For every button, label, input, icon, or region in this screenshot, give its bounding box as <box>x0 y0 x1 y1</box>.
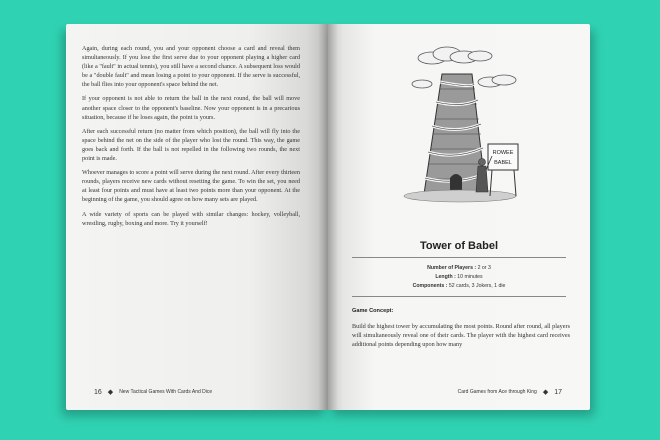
right-page <box>328 24 590 410</box>
left-page <box>66 24 328 410</box>
paragraph: If your opponent is not able to return the ball in the next round, the ball will move another space closer to the opponent's baseline. Now your opponent is in a precarious situation, because if he loses again, the point is yours. <box>82 95 300 121</box>
right-page-footer <box>458 388 562 396</box>
divider <box>352 257 566 258</box>
length-value: 10 minutes <box>455 273 483 280</box>
players-value: 2 or 3 <box>476 265 491 271</box>
diamond-icon: ◆ <box>107 389 114 396</box>
length-line <box>328 273 590 282</box>
page-number: 17 <box>554 388 562 396</box>
paragraph: After each successful return (no matter from which position), the ball will fly into the space behind the net on the side of the player who lost the round. This way, the game goes back and forth. If the ball is not repelled in the following two rounds, the next point is made. <box>82 127 300 163</box>
components-label: Components : <box>412 282 448 289</box>
players-label: Number of Players : <box>427 265 477 271</box>
divider <box>352 296 566 297</box>
tower-of-babel-illustration <box>402 44 522 214</box>
running-title: New Tactical Games With Cards And Dice <box>119 389 213 395</box>
concept-text: Build the highest tower by accumulating the most points. Round after round, all players will simultaneously reveal one of their cards. The player with the highest card receives additional points depending upon how many <box>352 323 570 349</box>
running-title: Card Games from Ace through King <box>457 389 537 395</box>
paragraph: Again, during each round, you and your opponent choose a card and reveal them simultaneously. If you lose the first serve due to your opponent playing a higher card (like a "fault" in actual tennis), you still have a second chance. A subsequent loss would be a "double fault" and mean losing a point to your opponent. If the serve is successful, the ball flies into your opponent's space behind the net. <box>82 45 300 89</box>
cloud-icon <box>418 47 492 64</box>
sign-text: BABEL <box>494 160 512 166</box>
left-page-footer <box>94 388 212 396</box>
open-book <box>66 24 590 414</box>
left-page-text <box>82 44 300 233</box>
paragraph: A wide variety of sports can be played with similar changes: hockey, volleyball, wrestling, rugby, boxing and more. Try it yourself! <box>82 210 300 227</box>
components-line <box>328 282 590 291</box>
length-label: Length : <box>435 273 456 280</box>
game-info <box>328 264 590 290</box>
paragraph: Whoever manages to score a point will serve during the next round. After every thirteen rounds, players receive new cards without resetting the game. To win the set, you need at least four points and must have at least two points more than your opponent. At the beginning of the game, you should agree on how many sets are played. <box>82 169 300 204</box>
page-number: 16 <box>94 388 102 396</box>
diamond-icon: ◆ <box>542 389 549 396</box>
components-value: 52 cards, 3 Jokers, 1 die <box>447 282 506 289</box>
concept-heading: Game Concept: <box>352 308 394 314</box>
players-line <box>328 264 590 273</box>
sign-text: ROWEE <box>492 150 514 156</box>
game-title: Tower of Babel <box>419 240 499 252</box>
